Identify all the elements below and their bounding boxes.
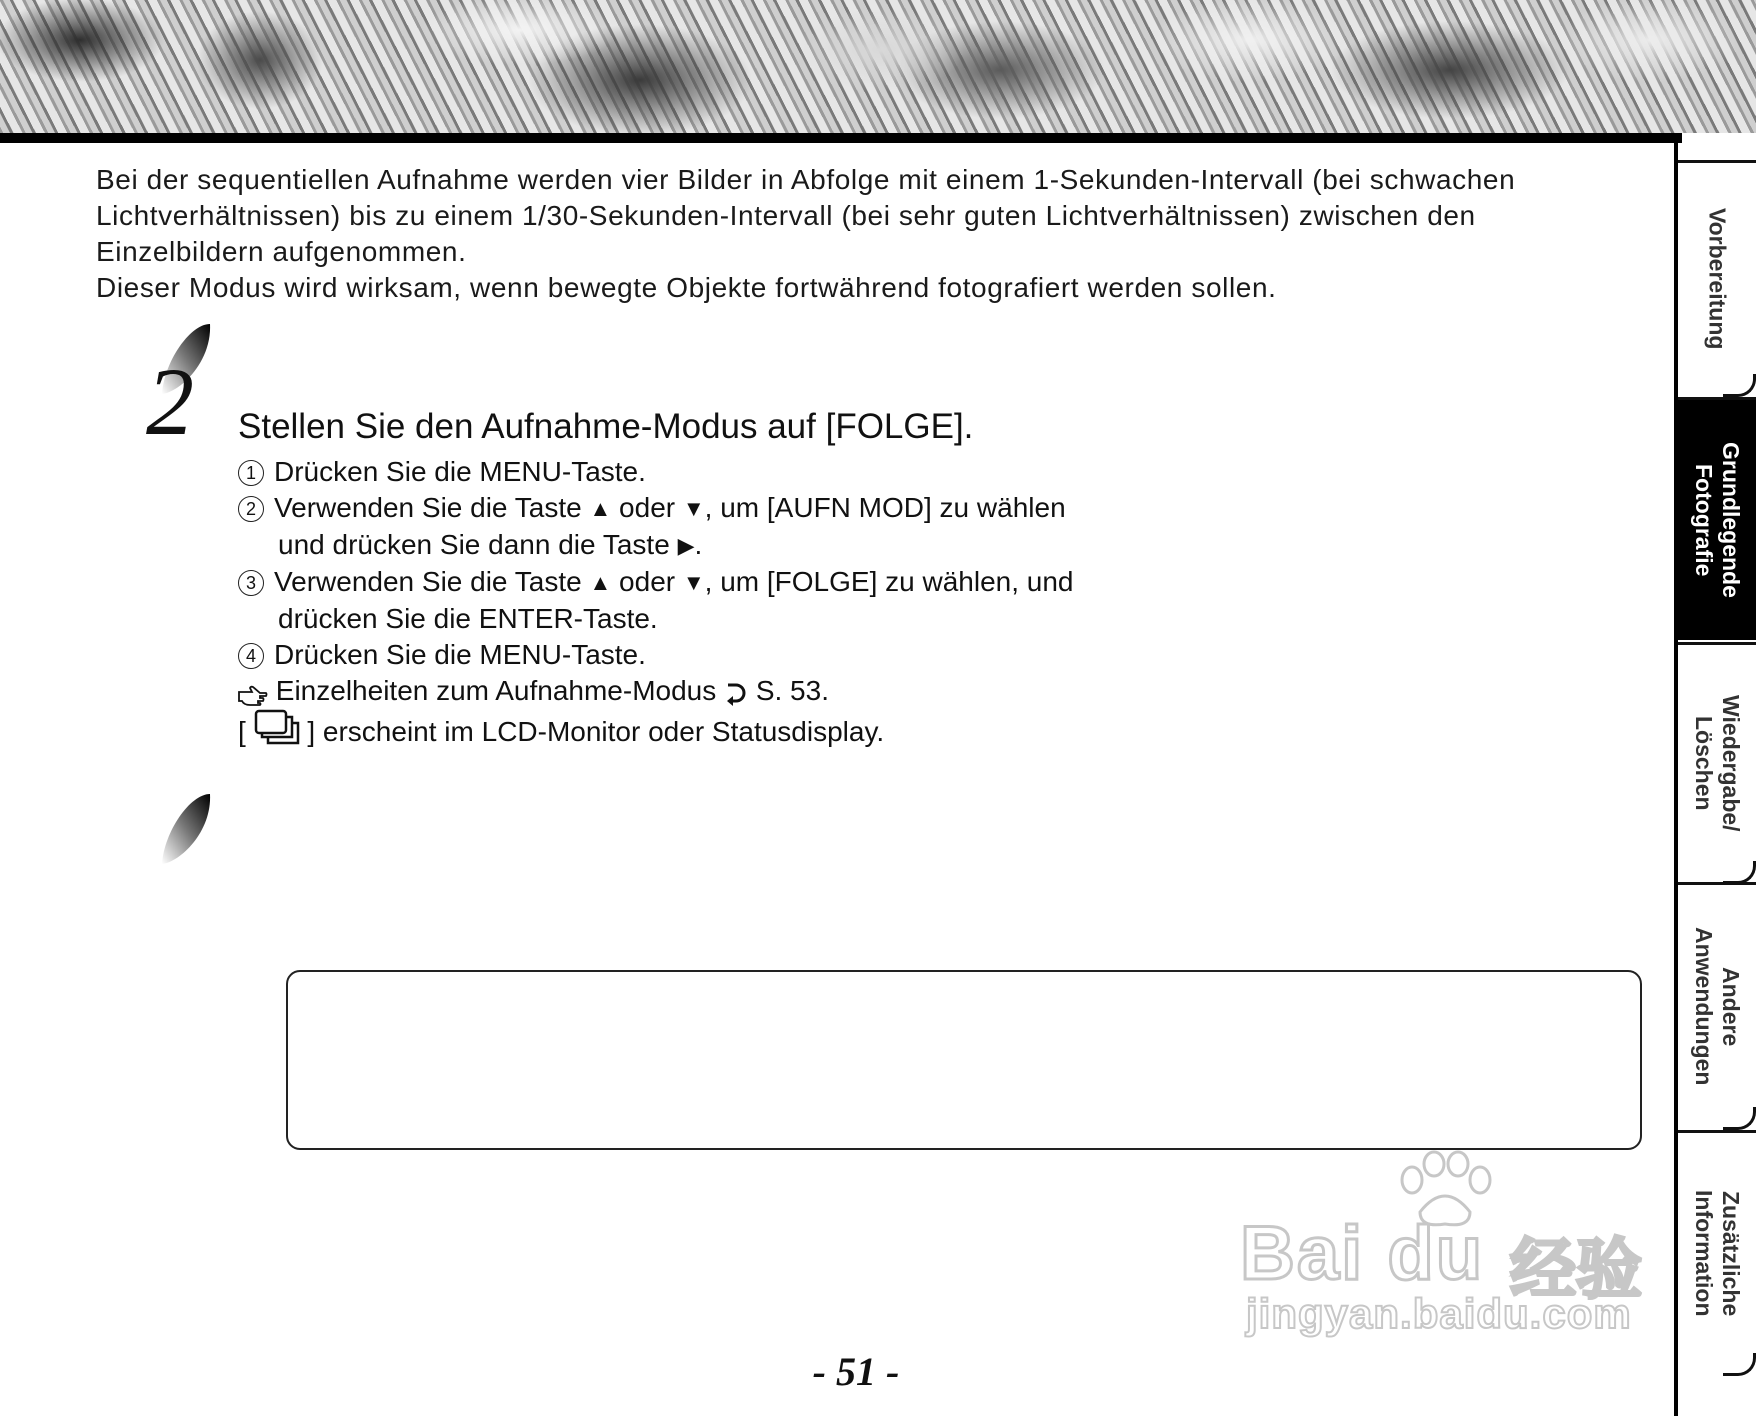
substep-text: . [694,529,703,560]
substep-text: , um [FOLGE] zu wählen, und [704,566,1074,597]
intro-line-1: Bei der sequentiellen Aufnahme werden vier Bilder in Abfolge mit einem 1-Sekunden-Intervall (bei schwachen [96,164,1516,195]
triangle-down-icon: ▼ [682,496,705,521]
intro-line-4: Dieser Modus wird wirksam, wenn bewegte Objekte fortwährend fotografiert werden sollen. [96,272,1277,303]
bracket-open: [ [238,716,246,747]
substep-text: und drücken Sie dann die Taste [278,529,670,560]
substep-text: oder [619,566,676,597]
step-number: 2 [146,348,194,455]
tab-label: Zusätzliche Information [1691,1190,1744,1317]
substep-text: Drücken Sie die MENU-Taste. [274,456,646,487]
header-rule [0,133,1682,143]
tab-vorbereitung[interactable] [1678,160,1756,395]
watermark-brand: Bai du [1240,1211,1485,1296]
watermark-cn: 经验 [1510,1232,1642,1306]
substep-2 [238,490,1074,527]
triangle-right-icon: ▶ [677,533,695,558]
substep-3 [238,564,1074,601]
watermark-url: jingyan.baidu.com [1246,1290,1632,1337]
step-title: Stellen Sie den Aufnahme-Modus auf [FOLGE]. [238,407,974,446]
tab-corner [1723,374,1756,397]
page-reference-arrow-icon [724,682,748,706]
triangle-up-icon: ▲ [589,570,612,595]
triangle-up-icon: ▲ [589,496,612,521]
tab-label: Vorbereitung [1704,208,1731,350]
tab-corner [1723,1107,1756,1130]
tab-label: Grundlegende Fotografie [1691,442,1744,598]
tab-andere-anwendungen[interactable] [1678,882,1756,1128]
icon-info-text: ] erscheint im LCD-Monitor oder Statusdisplay. [307,716,885,747]
substep-text: , um [AUFN MOD] zu wählen [704,492,1066,523]
reference-page[interactable]: S. 53. [755,675,829,706]
substep-3-cont [238,601,1074,637]
substep-2-cont [238,527,1074,564]
tab-zusaetzliche-information[interactable] [1678,1130,1756,1374]
step-marker-icon [160,792,212,866]
baidu-watermark [1240,1150,1660,1350]
substep-text: Verwenden Sie die Taste [274,566,582,597]
tab-label: Andere Anwendungen [1691,927,1744,1086]
substep-list [238,454,1074,750]
substep-4 [238,637,1074,673]
intro-line-3: Einzelbildern aufgenommen. [96,236,467,267]
sequential-mode-icon [254,709,300,747]
circled-number: 1 [238,460,264,486]
circled-number: 2 [238,496,264,522]
substep-text: Verwenden Sie die Taste [274,492,582,523]
icon-info-line [238,709,1074,750]
tab-wiedergabe-loeschen[interactable] [1678,642,1756,882]
triangle-down-icon: ▼ [682,570,705,595]
substep-1 [238,454,1074,490]
header-banner [0,0,1756,133]
substep-text: drücken Sie die ENTER-Taste. [278,603,658,634]
substep-text: oder [619,492,676,523]
pointing-hand-icon [238,684,268,706]
circled-number: 4 [238,643,264,669]
reference-text: Einzelheiten zum Aufnahme-Modus [275,675,717,706]
note-box [286,970,1642,1150]
tab-label: Wiedergabe/ Löschen [1691,695,1744,832]
tab-corner [1723,1353,1756,1376]
reference-line [238,673,1074,709]
circled-number: 3 [238,570,264,596]
intro-line-2: Lichtverhältnissen) bis zu einem 1/30-Sekunden-Intervall (bei sehr guten Lichtverhältnissen) zwischen den [96,200,1476,231]
tab-grundlegende-fotografie[interactable] [1678,397,1756,640]
intro-paragraph [96,162,1656,306]
page-number: - 51 - [812,1349,900,1394]
substep-text: Drücken Sie die MENU-Taste. [274,639,646,670]
tab-corner [1723,861,1756,884]
